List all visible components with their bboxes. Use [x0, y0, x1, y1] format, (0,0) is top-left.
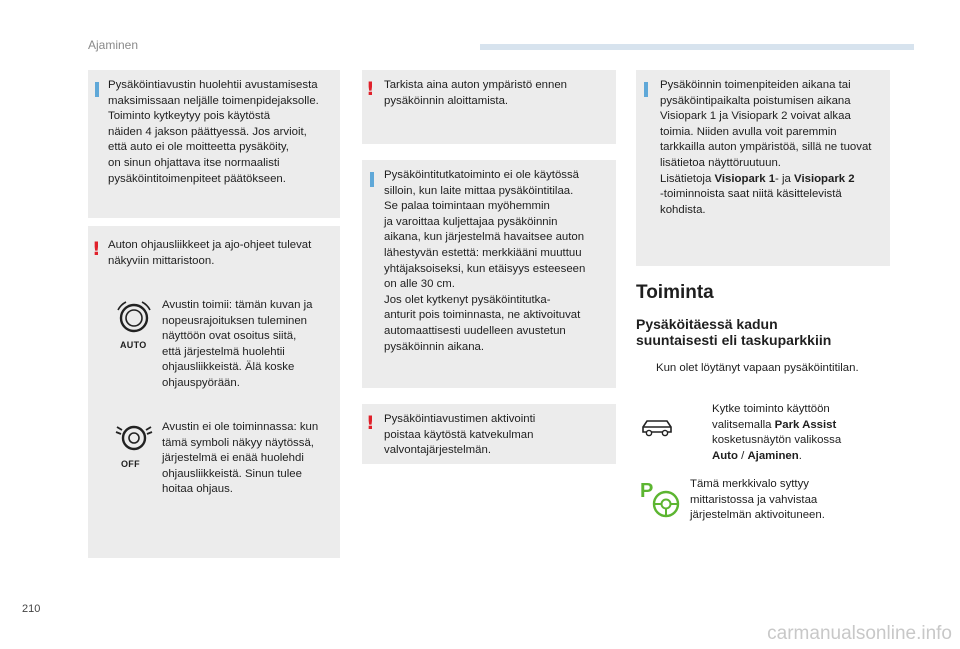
info-mark	[370, 172, 374, 187]
warning-mark: !	[366, 78, 375, 100]
info-box-parking-sensors	[362, 160, 616, 388]
indicator-text: Tämä merkkivalo syttyy mittaristossa ja vahvistaa järjestelmän aktivoituneen.	[690, 478, 825, 522]
info-text: Pysäköintiavustin huolehtii avustamisesta maksimissaan neljälle toimenpidejaksolle. Toiminto kytkeytyy pois käytöstä näiden 4 jakson päättyessä. Jos arvioit, että auto ei ole moitteetta pysäköity, on sinun ohjattava itse normaalisti pysäköintitoimenpiteet päätökseen.	[108, 79, 319, 185]
page-number: 210	[22, 603, 41, 615]
sub-title: Pysäköitäessä kadun suuntaisesti eli taskuparkkiin	[636, 316, 832, 348]
header-bar	[480, 44, 914, 50]
auto-icon-label: AUTO	[120, 340, 147, 350]
auto-description: Avustin toimii: tämän kuvan ja nopeusrajoituksen tuleminen näyttöön ovat osoitus siitä, että järjestelmä huolehtii ohjausliikkeistä. Älä koske ohjauspyörään.	[162, 299, 313, 389]
warning-text: Pysäköintiavustimen aktivointi poistaa käytöstä katvekulman valvontajärjestelmän.	[384, 413, 536, 457]
warning-mark: !	[92, 238, 101, 260]
info-box-max-four	[88, 70, 340, 218]
steering-wheel-off-icon	[114, 424, 154, 460]
warning-box-blind-spot	[362, 404, 616, 464]
header-title: Ajaminen	[88, 38, 139, 52]
car-parking-icon	[640, 416, 674, 440]
steering-wheel-auto-icon	[114, 300, 154, 340]
info-text: Pysäköinnin toimenpiteiden aikana tai pysäköintipaikalta poistumisen aikana Visiopark 1 ja Visiopark 2 voivat alkaa toimia. Niiden avulla voit paremmin tarkkailla auton ympäristöä, sillä ne tuovat lisätietoa näyttöruutuun. Lisätietoja Visiopark 1- ja Visiopark 2 -toiminnoista saat niitä käsittelevistä kohdista.	[660, 79, 872, 216]
warning-text: Tarkista aina auton ympäristö ennen pysäköinnin aloittamista.	[384, 79, 567, 107]
off-icon-label: OFF	[121, 459, 140, 469]
warning-box-steering	[88, 226, 340, 558]
info-mark	[644, 82, 648, 97]
info-box-visiopark	[636, 70, 890, 266]
info-mark	[95, 82, 99, 97]
warning-box-check-surroundings	[362, 70, 616, 144]
off-description: Avustin ei ole toiminnassa: kun tämä symboli näkyy näytössä, järjestelmä ei enää huolehdi ohjausliikkeistä. Sinun tulee hoitaa ohjaus.	[162, 421, 319, 496]
warning-mark: !	[366, 412, 375, 434]
park-assist-p-letter: P	[640, 480, 654, 502]
info-text: Pysäköintitutkatoiminto ei ole käytössä silloin, kun laite mittaa pysäköintitilaa. Se palaa toimintaan myöhemmin ja varoittaa kuljettajaa pysäköinnin aikana, kun järjestelmä havaitsee auton lähestyvän estettä: merkkiääni muuttuu yhtäjaksoiseksi, kun etäisyys esteeseen on alle 30 cm. Jos olet kytkenyt pysäköintitutka- anturit pois toiminnasta, ne aktivoituvat automaattisesti uudelleen avustetun pysäköinnin aikana.	[384, 169, 586, 353]
section-title: Toiminta	[636, 282, 714, 303]
step-find-space: Kun olet löytänyt vapaan pysäköintitilan.	[656, 362, 859, 374]
warning-intro-text: Auton ohjausliikkeet ja ajo-ohjeet tulevat näkyviin mittaristoon.	[108, 239, 312, 267]
watermark: carmanualsonline.info	[767, 623, 952, 644]
step-activate: Kytke toiminto käyttöön valitsemalla Park Assist kosketusnäytön valikossa Auto / Ajaminen.	[712, 403, 842, 462]
